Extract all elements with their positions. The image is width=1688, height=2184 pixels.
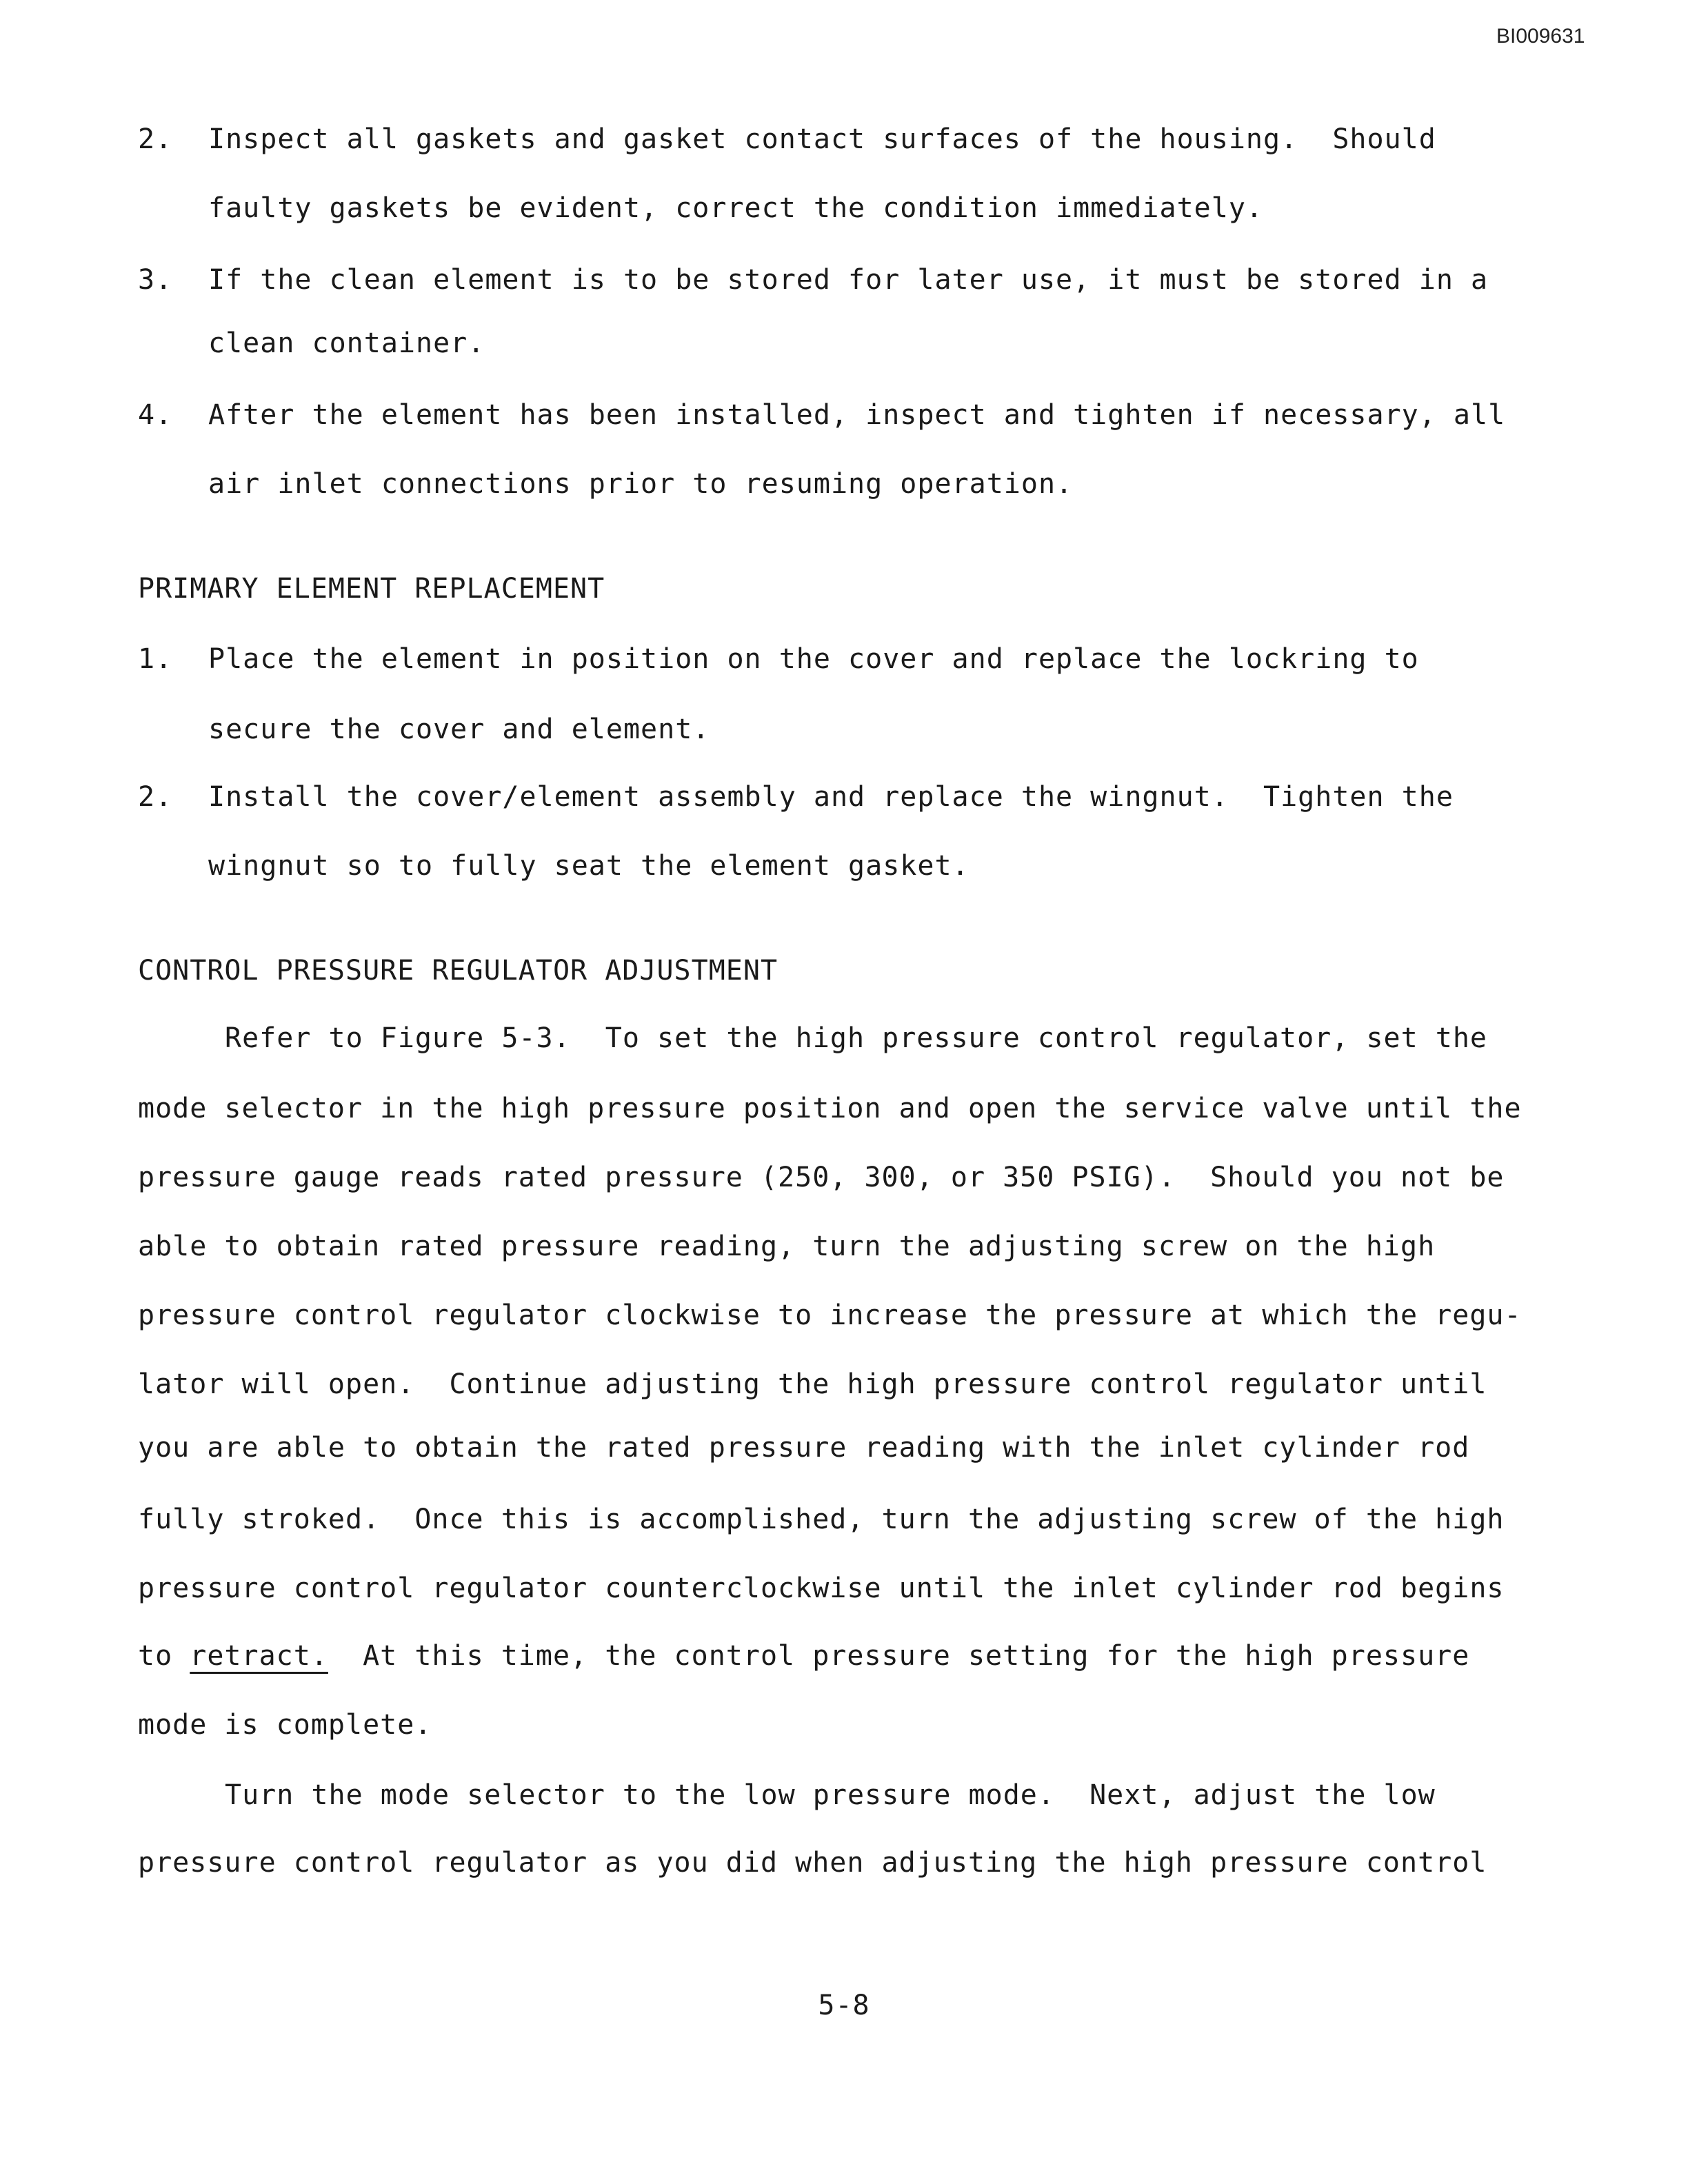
list-number: 2. [138,781,173,813]
paragraph-line: you are able to obtain the rated pressure reading with the inlet cylinder rod [138,1432,1470,1464]
list-item-line: If the clean element is to be stored for later use, it must be stored in a [208,264,1489,296]
list-item-line: air inlet connections prior to resuming operation. [208,468,1074,500]
paragraph-line: pressure control regulator counterclockwise until the inlet cylinder rod begins [138,1573,1505,1604]
paragraph-line: pressure control regulator clockwise to increase the pressure at which the regu- [138,1300,1522,1331]
list-item-line: Inspect all gaskets and gasket contact surfaces of the housing. Should [208,123,1436,155]
list-item-line: clean container. [208,327,485,359]
text-run: to [138,1640,190,1672]
paragraph-line [138,1639,1469,1672]
list-number: 4. [138,399,173,431]
paragraph-line: mode selector in the high pressure position and open the service valve until the [138,1093,1522,1124]
paragraph-line: lator will open. Continue adjusting the high pressure control regulator until [138,1368,1487,1400]
page-number: 5-8 [818,1990,870,2021]
paragraph-line: Refer to Figure 5-3. To set the high pressure control regulator, set the [225,1022,1487,1054]
list-item-line: Place the element in position on the cover and replace the lockring to [208,643,1419,675]
document-id: BI009631 [1496,25,1585,48]
list-number: 1. [138,643,173,675]
paragraph-line: pressure control regulator as you did when adjusting the high pressure control [138,1847,1487,1879]
paragraph-line: mode is complete. [138,1709,432,1741]
list-item-line: faulty gaskets be evident, correct the condition immediately. [208,192,1264,224]
list-item-line: wingnut so to fully seat the element gasket. [208,850,969,882]
paragraph-line: Turn the mode selector to the low pressure mode. Next, adjust the low [225,1779,1436,1811]
list-item-line: After the element has been installed, inspect and tighten if necessary, all [208,399,1506,431]
paragraph-line: pressure gauge reads rated pressure (250, 300, or 350 PSIG). Should you not be [138,1162,1505,1193]
paragraph-line: able to obtain rated pressure reading, turn the adjusting screw on the high [138,1231,1436,1262]
section-heading: PRIMARY ELEMENT REPLACEMENT [138,573,605,605]
list-item-line: Install the cover/element assembly and replace the wingnut. Tighten the [208,781,1454,813]
list-number: 3. [138,264,173,296]
section-heading: CONTROL PRESSURE REGULATOR ADJUSTMENT [138,955,778,987]
list-number: 2. [138,123,173,155]
underlined-word: retract. [190,1640,328,1672]
paragraph-line: fully stroked. Once this is accomplished, turn the adjusting screw of the high [138,1504,1505,1535]
list-item-line: secure the cover and element. [208,714,710,745]
text-run: At this time, the control pressure setting for the high pressure [328,1640,1470,1672]
